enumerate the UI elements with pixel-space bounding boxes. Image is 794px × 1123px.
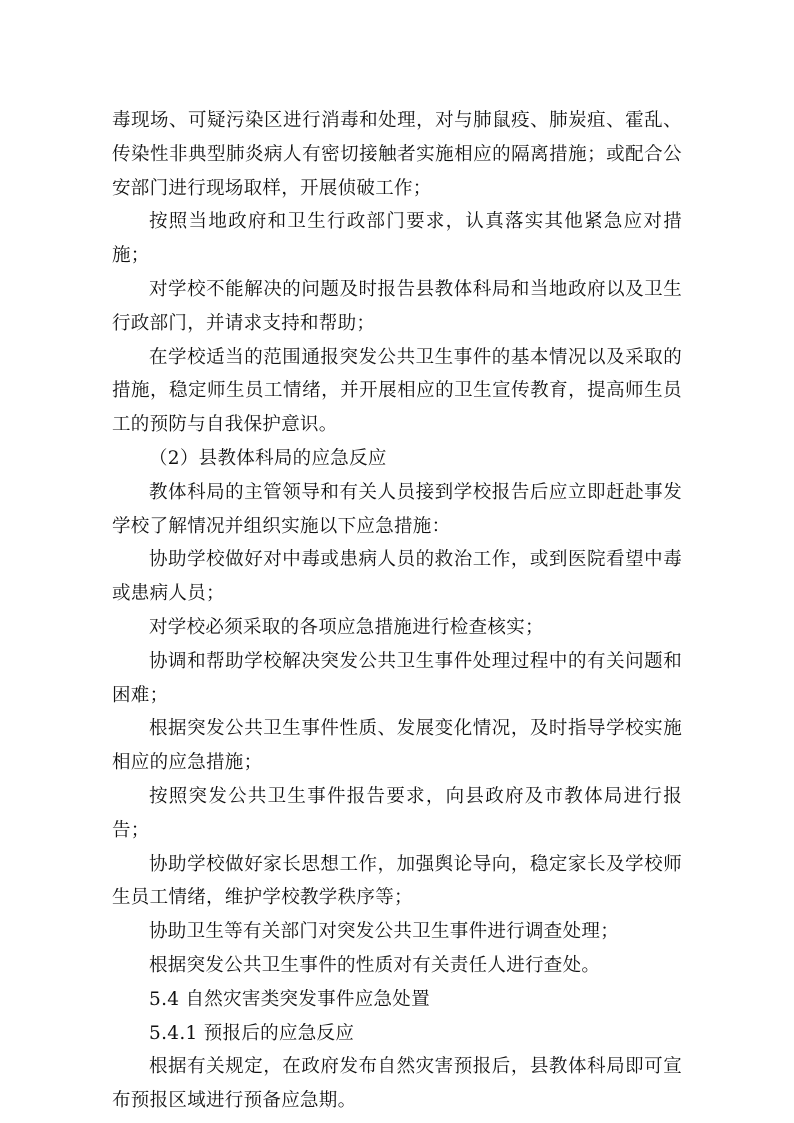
- paragraph: 按照当地政府和卫生行政部门要求，认真落实其他紧急应对措施；: [112, 211, 682, 267]
- paragraph: 按照突发公共卫生事件报告要求，向县政府及市教体局进行报告；: [112, 785, 682, 841]
- paragraph: 协助学校做好家长思想工作，加强舆论导向，稳定家长及学校师生员工情绪，维护学校教学秩序等；: [112, 853, 682, 909]
- subsection-heading: 5.4.1 预报后的应急反应: [149, 1022, 355, 1044]
- paragraph: 协助学校做好对中毒或患病人员的救治工作，或到医院看望中毒或患病人员；: [112, 549, 682, 605]
- paragraph: 根据突发公共卫生事件的性质对有关责任人进行查处。: [149, 954, 601, 976]
- paragraph: 根据有关规定，在政府发布自然灾害预报后，县教体科局即可宣布预报区域进行预备应急期。: [112, 1056, 682, 1112]
- paragraph: 根据突发公共卫生事件性质、发展变化情况，及时指导学校实施相应的应急措施；: [112, 718, 682, 774]
- paragraph: 对学校必须采取的各项应急措施进行检查核实；: [149, 616, 544, 638]
- document-body: [112, 104, 682, 1118]
- paragraph: 在学校适当的范围通报突发公共卫生事件的基本情况以及采取的措施，稳定师生员工情绪，并开展相应的卫生宣传教育，提高师生员工的预防与自我保护意识。: [112, 346, 682, 436]
- paragraph-continuation: 毒现场、可疑污染区进行消毒和处理，对与肺鼠疫、肺炭疽、霍乱、传染性非典型肺炎病人有密切接触者实施相应的隔离措施；或配合公安部门进行现场取样，开展侦破工作；: [112, 110, 682, 199]
- section-heading: （2）县教体科局的应急反应: [149, 447, 387, 469]
- paragraph: 协调和帮助学校解决突发公共卫生事件处理过程中的有关问题和困难；: [112, 650, 682, 706]
- paragraph: 教体科局的主管领导和有关人员接到学校报告后应立即赶赴事发学校了解情况并组织实施以下应急措施：: [112, 481, 682, 537]
- paragraph: 协助卫生等有关部门对突发公共卫生事件进行调查处理；: [149, 921, 620, 943]
- section-heading: 5.4 自然灾害类突发事件应急处置: [149, 988, 430, 1010]
- paragraph: 对学校不能解决的问题及时报告县教体科局和当地政府以及卫生行政部门，并请求支持和帮助；: [112, 278, 682, 334]
